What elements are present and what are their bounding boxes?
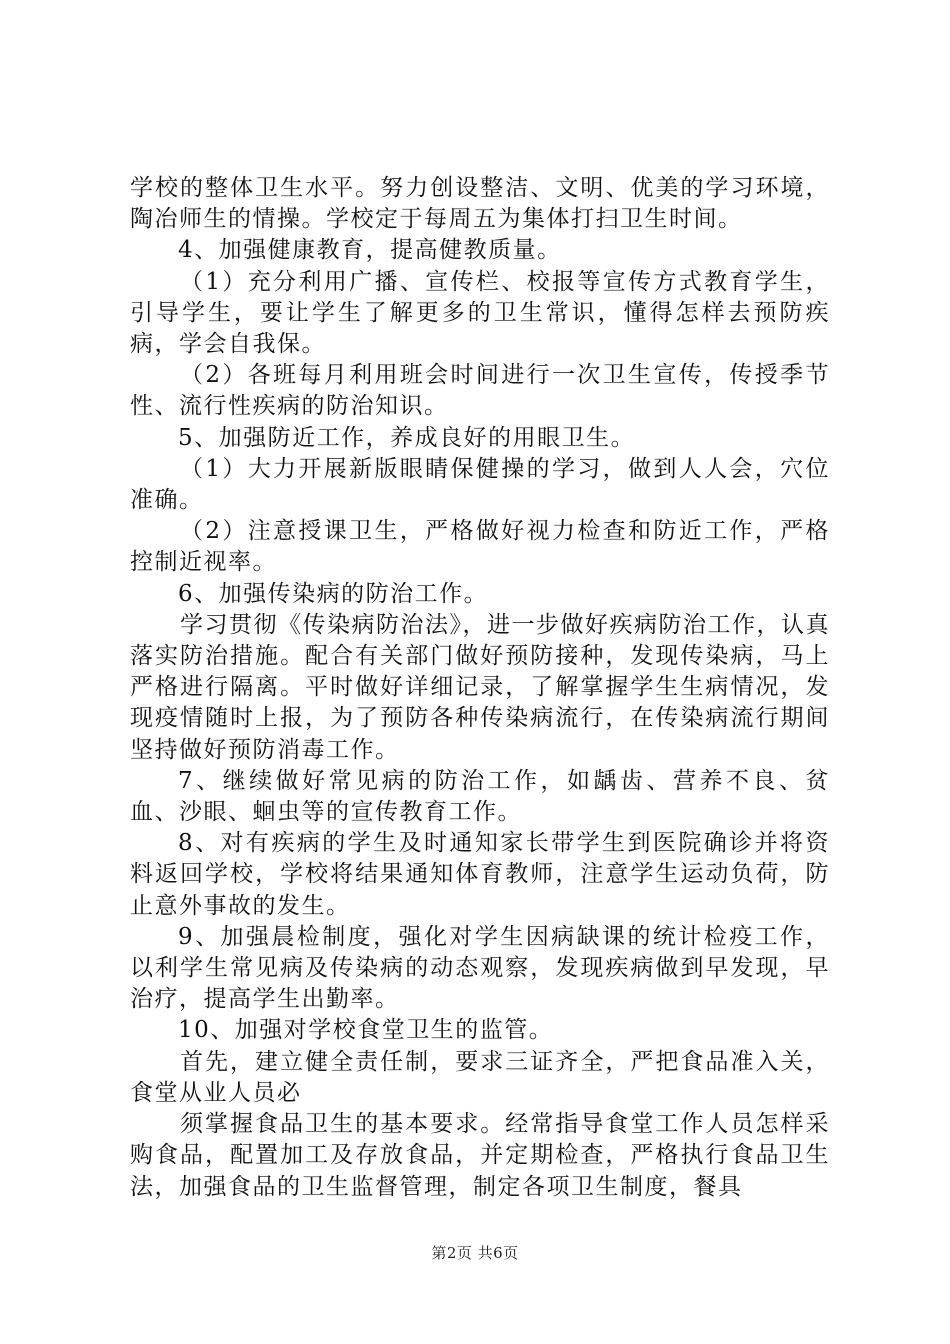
paragraph-2: 4、加强健康教育，提高健教质量。 [178, 237, 562, 264]
paragraph-4: （2）各班每月利用班会时间进行一次卫生宣传，传授季节性、流行性疾病的防治知识。 [130, 362, 830, 420]
paragraph-14: 首先，建立健全责任制，要求三证齐全，严把食品准入关，食堂从业人员必 [130, 1048, 830, 1106]
paragraph-11: 8、对有疾病的学生及时通知家长带学生到医院确诊并将资料返回学校，学校将结果通知体育教师，注意学生运动负荷，防止意外事故的发生。 [130, 830, 830, 919]
paragraph-15: 须掌握食品卫生的基本要求。经常指导食堂工作人员怎样采购食品，配置加工及存放食品，并定期检查，严格执行食品卫生法，加强食品的卫生监督管理，制定各项卫生制度，餐具 [130, 1111, 830, 1200]
paragraph-12: 9、加强晨检制度，强化对学生因病缺课的统计检疫工作，以利学生常见病及传染病的动态观察，发现疾病做到早发现，早治疗，提高学生出勤率。 [130, 923, 830, 1013]
paragraph-13: 10、加强对学校食堂卫生的监管。 [178, 1017, 554, 1044]
page-number-footer: 第2页 共6页 [431, 1244, 519, 1262]
paragraph-9: 学习贯彻《传染病防治法》，进一步做好疾病防治工作，认真落实防治措施。配合有关部门做好预防接种，发现传染病，马上严格进行隔离。平时做好详细记录，了解掌握学生生病情况，发现疫情随时上报，为了预防各种传染病流行，在传染病流行期间坚持做好预防消毒工作。 [130, 611, 830, 763]
paragraph-3: （1）充分利用广播、宣传栏、校报等宣传方式教育学生，引导学生，要让学生了解更多的卫生常识，懂得怎样去预防疾病，学会自我保。 [130, 268, 830, 358]
body-text [130, 173, 830, 1203]
paragraph-5: 5、加强防近工作，养成良好的用眼卫生。 [178, 424, 636, 451]
paragraph-6: （1）大力开展新版眼睛保健操的学习，做到人人会，穴位准确。 [130, 455, 830, 514]
paragraph-7: （2）注意授课卫生，严格做好视力检查和防近工作，严格控制近视率。 [130, 518, 830, 576]
paragraph-1: 学校的整体卫生水平。努力创设整洁、文明、优美的学习环境，陶冶师生的情操。学校定于每周五为集体打扫卫生时间。 [130, 175, 830, 233]
paragraph-10: 7、继续做好常见病的防治工作，如龋齿、营养不良、贫血、沙眼、蛔虫等的宣传教育工作。 [130, 767, 830, 826]
paragraph-8: 6、加强传染病的防治工作。 [178, 580, 489, 607]
